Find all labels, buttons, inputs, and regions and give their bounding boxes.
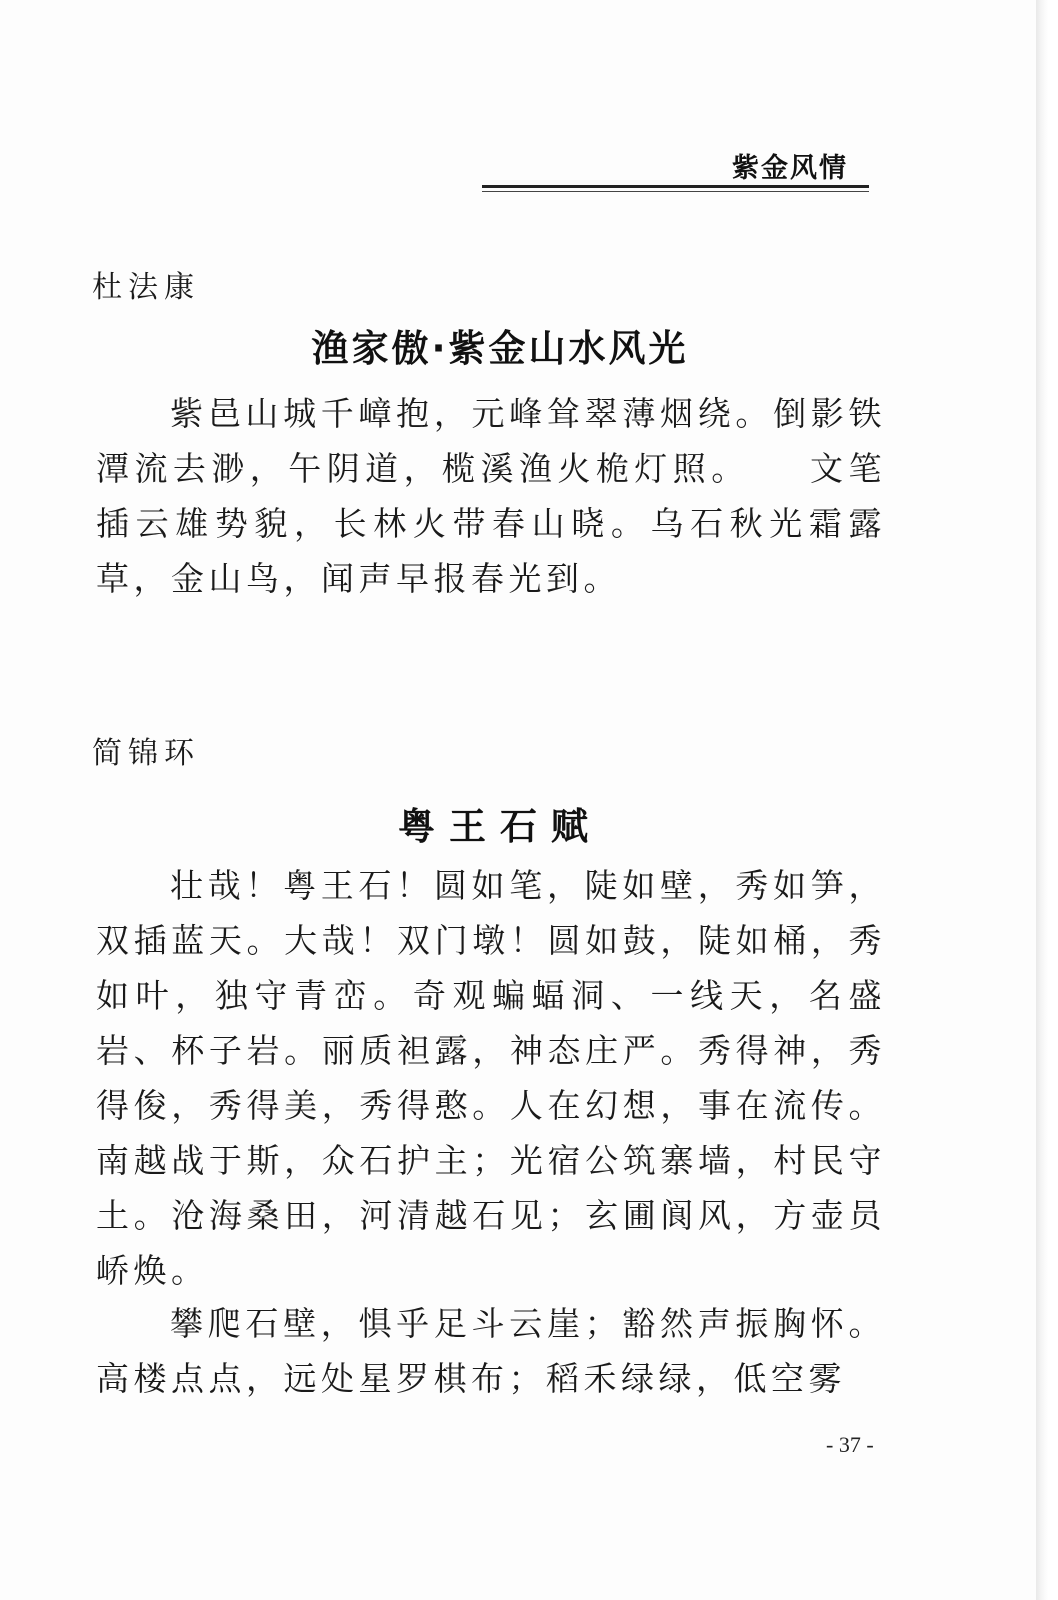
poem2-paragraph-2: 攀爬石壁，惧乎足斗云崖；豁然声振胸怀。高楼点点，远处星罗棋布；稻禾绿绿，低空雾 bbox=[96, 1304, 886, 1398]
poem1-author: 杜法康 bbox=[92, 270, 200, 305]
poem2-title: 粤王石赋 bbox=[398, 805, 602, 848]
poem1-title: 渔家傲·紫金山水风光 bbox=[311, 327, 689, 370]
poem2-body bbox=[96, 858, 886, 1298]
header-rule bbox=[482, 185, 869, 188]
poem2-author: 简锦环 bbox=[92, 736, 200, 771]
poem1-body bbox=[96, 386, 886, 606]
poem2-paragraph-1: 壮哉！粤王石！圆如笔，陡如壁，秀如笋，双插蓝天。大哉！双门墩！圆如鼓，陡如桶，秀如叶，独守青峦。奇观蝙蝠洞、一线天，名盛岩、杯子岩。丽质袒露，神态庄严。秀得神，秀得俊，秀得美，秀得憨。人在幻想，事在流传。南越战于斯，众石护主；光宿公筑寨墙，村民守土。沧海桑田，河清越石见；玄圃阆风，方壶员峤焕。 bbox=[96, 866, 886, 1290]
poem1-text: 紫邑山城千嶂抱，元峰耸翠薄烟绕。倒影铁潭流去渺，午阴道，榄溪渔火桅灯照。 文笔插云雄势貌，长林火带春山晓。乌石秋光霜露草，金山鸟，闻声早报春光到。 bbox=[96, 394, 886, 598]
poem2-body-continued bbox=[96, 1296, 886, 1406]
page-edge-shadow bbox=[1036, 0, 1058, 1600]
header-rule-thin bbox=[482, 191, 869, 192]
page-number: - 37 - bbox=[826, 1432, 874, 1457]
section-header: 紫金风情 bbox=[732, 153, 848, 184]
